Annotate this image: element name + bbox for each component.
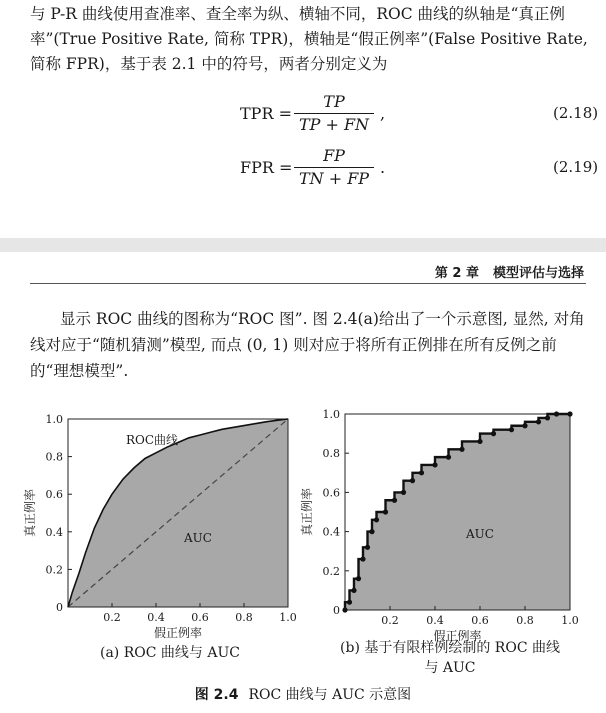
y-axis-label: 真正例率 xyxy=(23,488,37,538)
roc-point xyxy=(351,588,356,593)
auc-label: AUC xyxy=(184,531,212,545)
roc-chart-a xyxy=(20,400,310,640)
equation-lhs: FPR = xyxy=(240,158,293,177)
roc-point xyxy=(360,556,365,561)
y-tick-label: 0.6 xyxy=(45,488,63,502)
x-tick-label: 0.8 xyxy=(235,611,253,624)
roc-point xyxy=(365,545,370,550)
roc-point xyxy=(522,423,527,428)
chapter-title: 模型评估与选择 xyxy=(492,266,584,281)
y-tick-label: 0.4 xyxy=(322,525,340,539)
roc-point xyxy=(342,607,347,612)
page-gap xyxy=(0,238,606,252)
equation-number: (2.18) xyxy=(553,104,599,122)
equation-fraction xyxy=(294,146,374,189)
roc-point xyxy=(374,517,379,522)
x-tick-label: 0.2 xyxy=(103,611,121,624)
header-rule xyxy=(30,283,586,284)
x-tick-label: 0.4 xyxy=(147,611,165,624)
roc-point xyxy=(347,600,352,605)
x-tick-label: 0.6 xyxy=(471,614,489,627)
roc-point xyxy=(545,415,550,420)
caption-b-line2: 与 AUC xyxy=(424,660,476,676)
figure-label: 图 2.4 xyxy=(194,687,239,703)
origin-label: 0 xyxy=(333,604,340,617)
y-tick-label: 0.4 xyxy=(45,525,63,539)
fraction-bar xyxy=(294,113,374,114)
roc-point xyxy=(536,419,541,424)
equation-punct: , xyxy=(380,104,386,123)
fraction-bar xyxy=(294,167,374,168)
y-tick-label: 0.8 xyxy=(45,450,63,464)
roc-point xyxy=(383,509,388,514)
x-tick-label: 1.0 xyxy=(279,611,297,624)
roc-point xyxy=(491,431,496,436)
y-axis-label: 真正例率 xyxy=(300,487,314,537)
caption-b xyxy=(320,638,580,678)
roc-point xyxy=(446,455,451,460)
chapter-header xyxy=(421,262,584,281)
roc-point xyxy=(567,411,572,416)
x-tick-label: 0.4 xyxy=(426,614,444,627)
figure-title xyxy=(0,684,606,704)
roc-point xyxy=(410,478,415,483)
y-tick-label: 1.0 xyxy=(45,413,63,426)
roc-chart-b xyxy=(300,400,579,643)
x-axis-label: 假正例率 xyxy=(433,629,482,643)
x-tick-label: 0.6 xyxy=(191,611,209,624)
equation-fraction xyxy=(294,92,374,135)
equation-number: (2.19) xyxy=(553,158,599,176)
roc-point xyxy=(554,411,559,416)
y-tick-label: 0.2 xyxy=(45,563,63,577)
x-axis-label: 假正例率 xyxy=(153,626,203,640)
body-paragraph: 显示 ROC 曲线的图称为“ROC 图”. 图 2.4(a)给出了一个示意图, 显然, 对角线对应于“随机猜测”模型, 而点 (0, 1) 则对应于将所有正例排在所有反例之前的“理想模型”. xyxy=(30,310,585,380)
figure-title-text: ROC 曲线与 AUC 示意图 xyxy=(248,687,412,703)
chapter-number: 第 2 章 xyxy=(434,266,479,281)
roc-point xyxy=(477,439,482,444)
x-tick-label: 0.8 xyxy=(516,614,534,627)
x-tick-label: 0.2 xyxy=(381,614,399,627)
equation-denominator: TP + FN xyxy=(298,115,370,134)
equation-fpr xyxy=(240,146,440,190)
roc-point xyxy=(401,490,406,495)
caption-b-line1: (b) 基于有限样例绘制的 ROC 曲线 xyxy=(340,640,560,656)
roc-point xyxy=(459,447,464,452)
roc-point xyxy=(392,498,397,503)
y-tick-label: 0.6 xyxy=(322,486,340,500)
origin-label: 0 xyxy=(56,601,63,614)
y-tick-label: 0.8 xyxy=(322,447,340,461)
roc-curve-label: ROC曲线 xyxy=(125,433,179,447)
top-paragraph: 与 P-R 曲线使用查准率、查全率为纵、横轴不同，ROC 曲线的纵轴是“真正例率”(True Positive Rate, 简称 TPR)，横轴是“假正例率”(False Positive Rate, 简称 FPR)，基于表 2.1 中的符号，两者分别定义为 xyxy=(30,5,588,73)
equation-numerator: FP xyxy=(323,146,345,165)
y-tick-label: 1.0 xyxy=(322,408,340,421)
equation-lhs: TPR = xyxy=(240,104,292,123)
roc-point xyxy=(369,529,374,534)
roc-point xyxy=(432,462,437,467)
roc-point xyxy=(509,427,514,432)
caption-a: (a) ROC 曲线与 AUC xyxy=(100,645,240,661)
roc-point xyxy=(356,576,361,581)
equation-tpr xyxy=(240,92,440,136)
auc-label: AUC xyxy=(466,527,494,541)
y-tick-label: 0.2 xyxy=(322,564,340,578)
x-tick-label: 1.0 xyxy=(561,614,579,627)
equation-numerator: TP xyxy=(323,92,345,111)
equation-punct: . xyxy=(380,158,386,177)
equation-denominator: TN + FP xyxy=(298,169,370,188)
roc-point xyxy=(419,470,424,475)
